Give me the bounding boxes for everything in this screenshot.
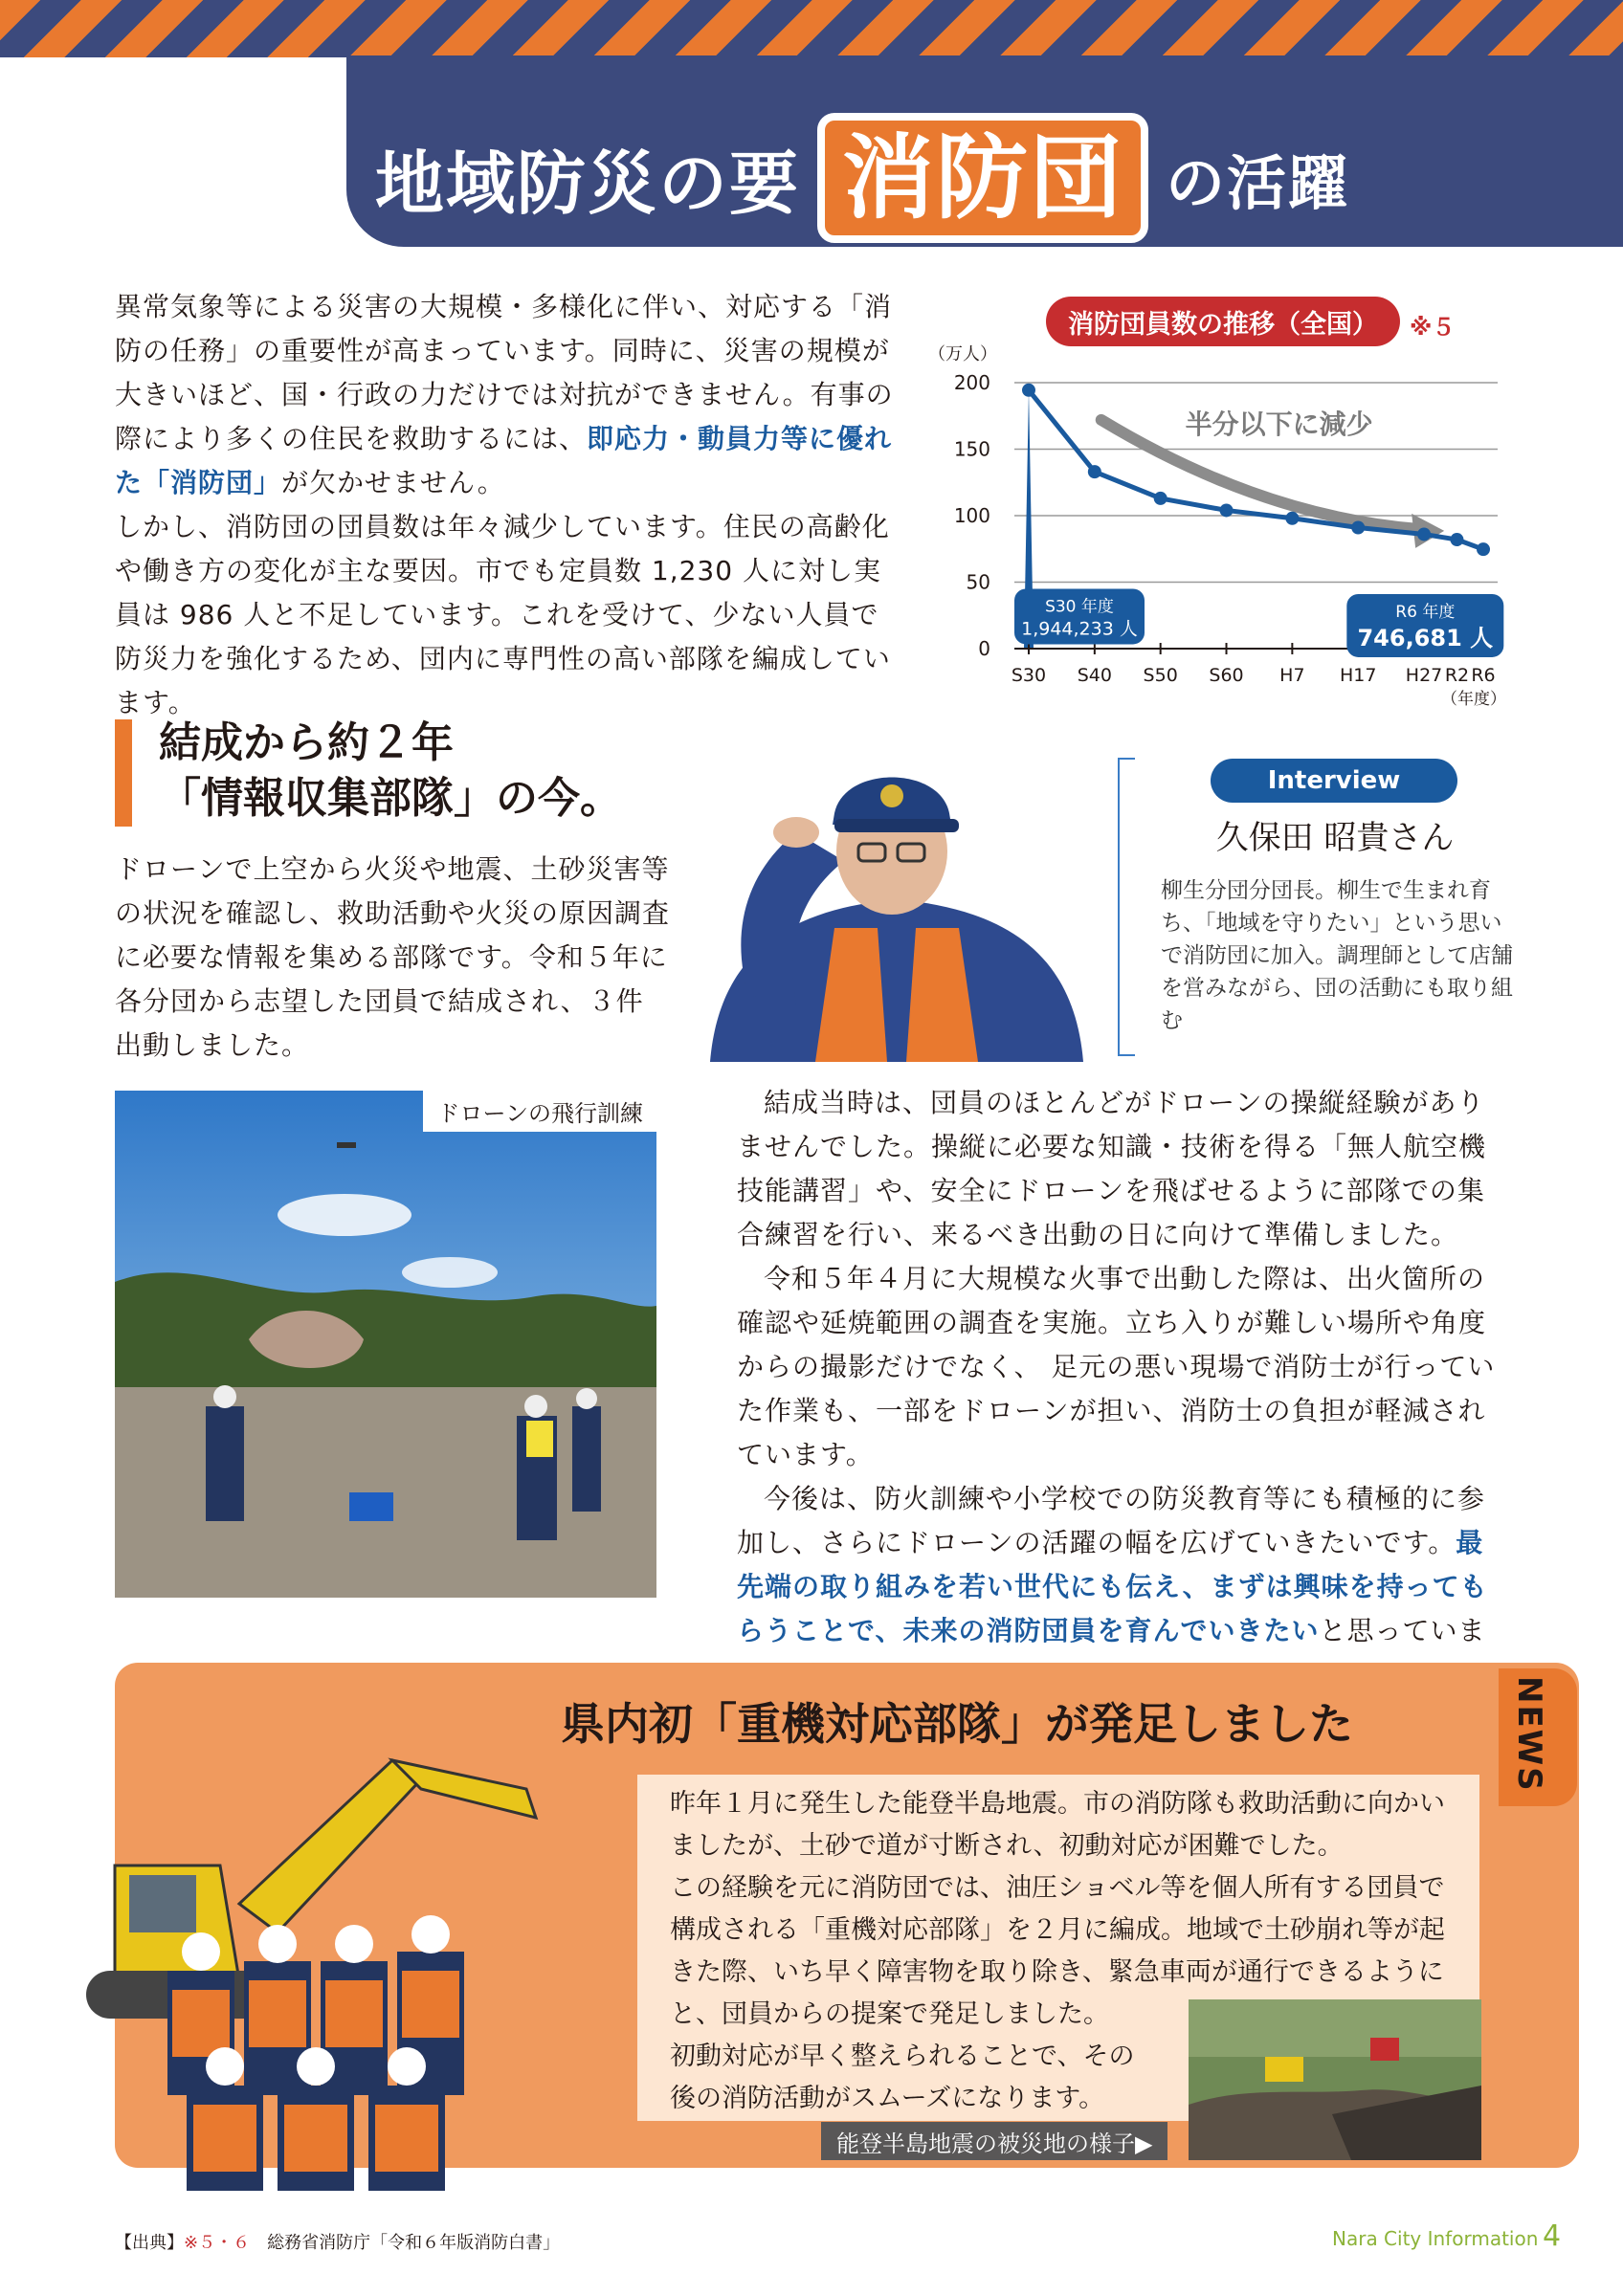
data-point bbox=[1220, 503, 1234, 517]
page-title bbox=[375, 113, 1349, 243]
intro-text bbox=[115, 285, 900, 725]
article-p3-c: と思っていま bbox=[1319, 1615, 1486, 1646]
heavy-machinery-crew-photo bbox=[77, 1684, 651, 2219]
section-lead: ドローンで上空から火災や地震、土砂災害等の状況を確認し、救助活動や火災の原因調査に必要な情報を集める部隊です。令和５年に各分団から志望した団員で結成され、３件出動しました。 bbox=[115, 853, 671, 1061]
disaster-site-image bbox=[1189, 1999, 1481, 2160]
noto-disaster-photo bbox=[1189, 1999, 1481, 2160]
start-label-year: S30 年度 bbox=[1045, 597, 1114, 617]
footer-brand: Nara City Information bbox=[1332, 2227, 1539, 2250]
drone-training-photo bbox=[115, 1091, 656, 1598]
intro-p1-emphasis: 即応力・動員力等に優れた「消防団」 bbox=[115, 423, 893, 498]
x-tick-label: S30 bbox=[1011, 665, 1047, 686]
y-tick-label: 0 bbox=[978, 637, 990, 660]
data-point bbox=[1022, 384, 1035, 397]
x-tick-label: S50 bbox=[1143, 665, 1178, 686]
y-axis-label: （万人） bbox=[928, 344, 997, 364]
intro-paragraph-2: しかし、消防団の団員数は年々減少しています。住民の高齢化や働き方の変化が主な要因。市でも定員数 1,230 人に対し実員は 986 人と不足しています。これを受けて、少ない人員で防災力を強化するため、団内に専門性の高い部隊を編成しています。 bbox=[115, 511, 891, 718]
intro-p1-c: が欠かせません。 bbox=[281, 467, 505, 498]
title-pre: 地域防災の要 bbox=[375, 144, 801, 224]
x-tick-label: H27 bbox=[1405, 665, 1443, 686]
news-paragraph-3: 初動対応が早く整えられることで、その後の消防活動がスムーズになります。 bbox=[670, 2042, 1135, 2113]
x-tick-label: H17 bbox=[1339, 665, 1377, 686]
y-tick-label: 50 bbox=[966, 570, 990, 594]
data-point bbox=[1477, 542, 1490, 556]
section-title-line-2: 「情報収集部隊」の今。 bbox=[159, 774, 622, 823]
drone-photo-caption: ドローンの飛行訓練 bbox=[423, 1091, 656, 1132]
intro-p1-a: 異常気象等による災害の大規模・多様化に伴い、対応する「消防の任務」の重要性が高まっています。同時に、災害の規模が大きいほど、国・行政の力だけでは対抗ができません。有事の際により多くの住民を救助するには、 bbox=[115, 291, 894, 454]
end-label-year: R6 年度 bbox=[1395, 602, 1456, 622]
article-paragraph-1: 結成当時は、団員のほとんどがドローンの操縦経験がありませんでした。操縦に必要な知識・技術を得る「無人航空機技能講習」や、安全にドローンを飛ばせるように部隊での集合練習を行い、来るべき出動の日に向けて準備しました。 bbox=[737, 1087, 1487, 1250]
y-tick-label: 100 bbox=[953, 504, 990, 527]
end-label-value: 746,681 人 bbox=[1357, 624, 1494, 651]
data-point bbox=[1154, 492, 1167, 505]
x-axis-label: （年度） bbox=[1441, 690, 1506, 709]
trend-annotation: 半分以下に減少 bbox=[1185, 408, 1373, 440]
y-tick-label: 200 bbox=[953, 371, 990, 394]
interview-bracket bbox=[1118, 758, 1135, 1056]
footer-source-note: ※５・６ bbox=[184, 2233, 251, 2253]
news-paragraph-1: 昨年１月に発生した能登半島地震。市の消防隊も救助活動に向かいましたが、土砂で道が寸断され、初動対応が困難でした。 bbox=[670, 1789, 1445, 1861]
data-point bbox=[1417, 527, 1431, 541]
x-tick-label: R2 bbox=[1444, 665, 1470, 686]
chart-svg bbox=[904, 287, 1517, 718]
membership-chart bbox=[904, 287, 1517, 718]
article-body bbox=[737, 1081, 1508, 1697]
saluting-firefighter-image bbox=[691, 756, 1102, 1062]
section-title bbox=[159, 716, 622, 827]
news-paragraph-2: この経験を元に消防団では、油圧ショベル等を個人所有する団員で構成される「重機対応部隊」を２月に編成。地域で土砂崩れ等が起きた際、いち早く障害物を取り除き、緊急車両が通行できるようにと、団員からの提案で発足しました。 bbox=[670, 1873, 1445, 2029]
interviewee-photo bbox=[691, 756, 1102, 1062]
data-point bbox=[1285, 512, 1299, 525]
disaster-photo-caption: 能登半島地震の被災地の様子▶ bbox=[821, 2122, 1167, 2160]
footer-source-text: 総務省消防庁「令和６年版消防白書」 bbox=[267, 2233, 561, 2253]
footer-source-label: 【出典】 bbox=[115, 2233, 184, 2253]
interviewee-name: 久保田 昭貴さん bbox=[1215, 819, 1455, 857]
x-tick-label: H7 bbox=[1279, 665, 1305, 686]
title-highlight: 消防団 bbox=[817, 113, 1148, 243]
interviewee-profile: 柳生分団分団長。柳生で生まれ育ち、「地域を守りたい」という思いで消防団に加入。調理師として店舗を営みながら、団の活動にも取り組む bbox=[1161, 878, 1513, 1033]
article-p3-emphasis: 最先端の取り組みを若い世代にも伝え、まずは興味を持ってもらうことで、未来の消防団員を育んでいきたい bbox=[737, 1527, 1488, 1646]
section-title-line-1: 結成から約２年 bbox=[159, 718, 454, 767]
intro-paragraph-1 bbox=[115, 285, 900, 505]
title-post: の活躍 bbox=[1166, 147, 1350, 218]
drone-training-image bbox=[115, 1091, 656, 1598]
data-point bbox=[1351, 521, 1365, 535]
x-tick-label: S60 bbox=[1209, 665, 1244, 686]
header-stripes bbox=[0, 0, 1623, 57]
news-title: 県内初「重機対応部隊」が発足しました bbox=[561, 1698, 1353, 1750]
y-tick-label: 150 bbox=[953, 437, 990, 461]
chart-note: ※５ bbox=[1410, 314, 1456, 341]
chart-title: 消防団員数の推移（全国） bbox=[1046, 297, 1400, 346]
page-number: 4 bbox=[1543, 2219, 1562, 2253]
x-tick-label: R6 bbox=[1471, 665, 1496, 686]
interview-badge: Interview bbox=[1211, 759, 1457, 803]
article-paragraph-2: 令和５年４月に大規模な火事で出動した際は、出火箇所の確認や延焼範囲の調査を実施。立ち入りが難しい場所や角度からの撮影だけでなく、 足元の悪い現場で消防士が行っていた作業も、一部をドローンが担い、消防士の負担が軽減されています。 bbox=[737, 1263, 1496, 1470]
article-p3-a: 今後は、防火訓練や小学校での防災教育等にも積極的に参加し、さらにドローンの活躍の幅を広げていきたいです。 bbox=[737, 1483, 1486, 1558]
excavator-crew-image bbox=[77, 1684, 651, 2219]
x-tick-label: S40 bbox=[1077, 665, 1112, 686]
section-bar bbox=[115, 719, 132, 827]
data-point bbox=[1088, 465, 1101, 478]
footer-source bbox=[115, 2229, 560, 2254]
data-point bbox=[1450, 533, 1463, 546]
news-label: NEWS bbox=[1510, 1676, 1548, 1793]
start-label-value: 1,944,233 人 bbox=[1021, 618, 1138, 640]
